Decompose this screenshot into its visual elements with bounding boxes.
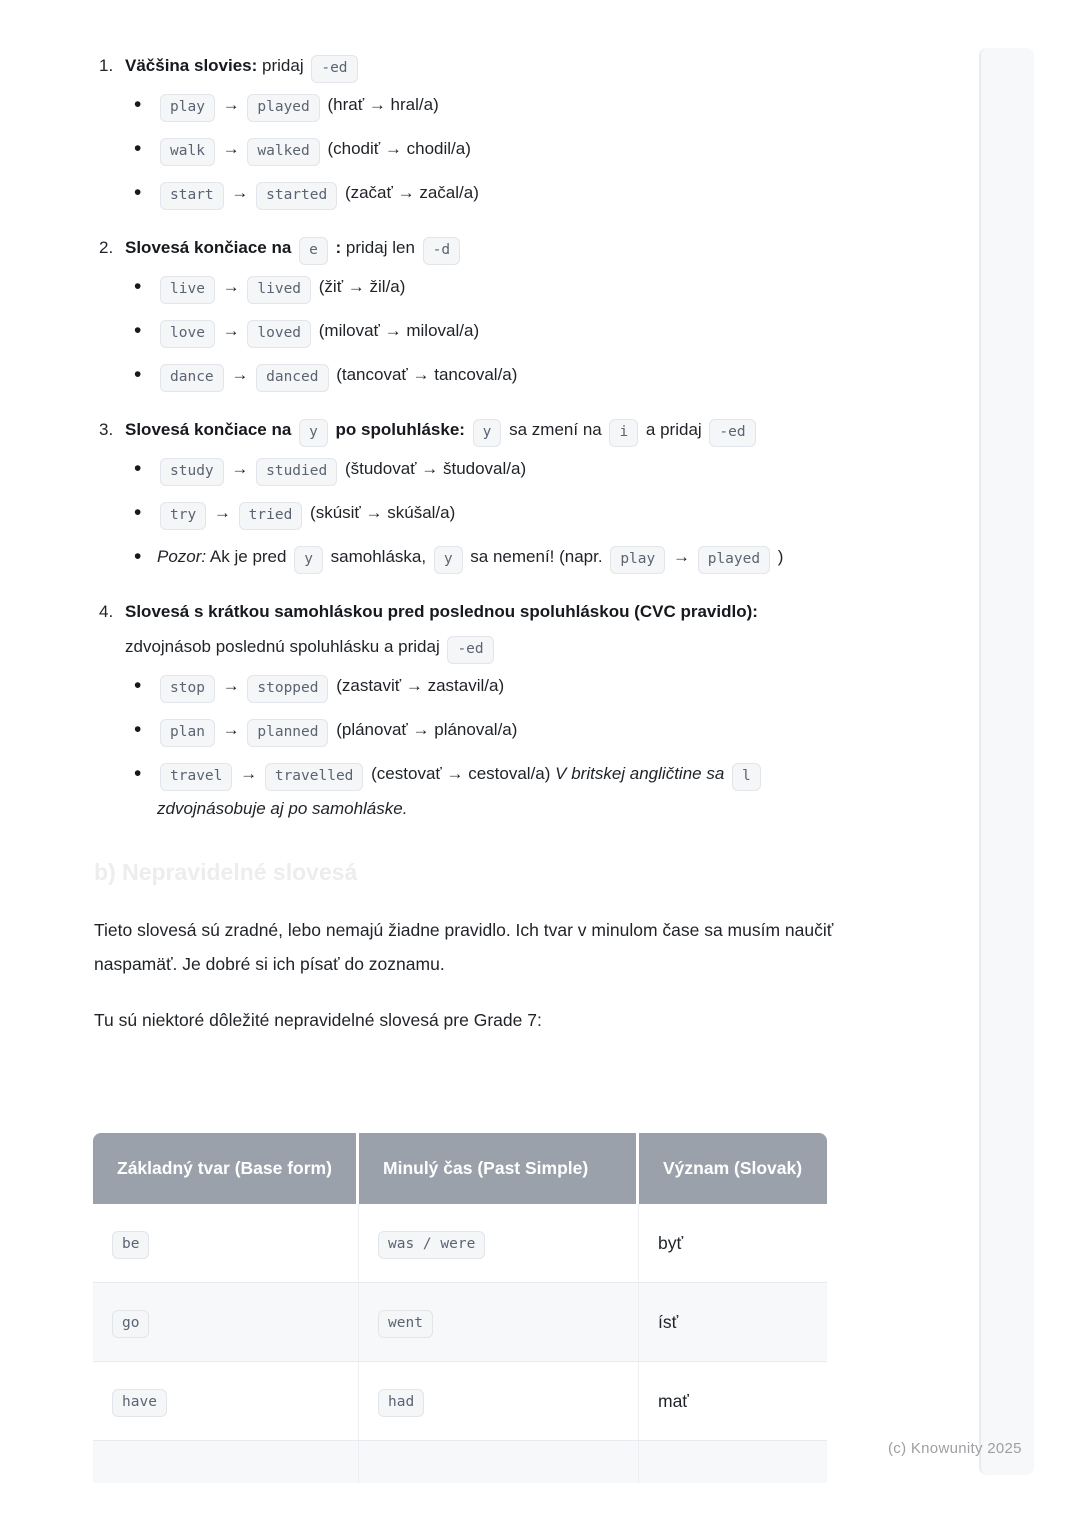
rule-header xyxy=(125,412,840,447)
irregular-verbs-table xyxy=(93,1133,827,1483)
code-chip: travelled xyxy=(265,763,364,791)
code-chip: l xyxy=(732,763,761,791)
rules-list xyxy=(99,48,840,835)
code-chip: play xyxy=(610,546,665,574)
table-cell xyxy=(93,1362,359,1441)
table-row xyxy=(93,1204,827,1283)
examples-list xyxy=(125,451,840,574)
code-chip: danced xyxy=(256,364,328,392)
code-chip: i xyxy=(609,419,638,447)
text-segment: (žiť → žil/a) xyxy=(314,277,406,297)
code-chip: loved xyxy=(247,320,311,348)
text-segment: samohláska, xyxy=(325,547,431,567)
italic-segment: Pozor: xyxy=(157,547,207,567)
code-chip: tried xyxy=(239,502,303,530)
table-header-row xyxy=(93,1133,827,1204)
code-chip: walked xyxy=(247,138,319,166)
text-segment xyxy=(291,238,296,257)
paragraph-table-lead: Tu sú niektoré dôležité nepravidelné slovesá pre Grade 7: xyxy=(94,1010,542,1031)
code-chip: -ed xyxy=(311,55,357,83)
rule-body xyxy=(125,48,840,219)
code-chip: try xyxy=(160,502,206,530)
code-chip: lived xyxy=(247,276,311,304)
code-chip: -d xyxy=(423,237,460,265)
table-cell xyxy=(359,1204,639,1283)
example-item xyxy=(125,131,840,166)
code-chip: stopped xyxy=(247,675,328,703)
rule-number: 1. xyxy=(99,56,114,75)
text-segment: zdvojnásob poslednú spoluhlásku a pridaj xyxy=(125,637,445,657)
text-segment: (milovať → miloval/a) xyxy=(314,321,480,341)
code-chip: dance xyxy=(160,364,224,392)
example-item xyxy=(125,756,840,826)
rule-number: 2. xyxy=(99,238,114,258)
text-segment: Ak je pred xyxy=(206,547,292,567)
rule-header xyxy=(125,48,840,83)
watermark: (c) Knowunity 2025 xyxy=(888,1440,1022,1457)
table-cell xyxy=(93,1441,359,1483)
table-header-cell: Minulý čas (Past Simple) xyxy=(359,1133,639,1204)
rule-item xyxy=(99,594,840,835)
code-chip: played xyxy=(247,94,319,122)
text-segment: → xyxy=(217,139,245,159)
code-chip: planned xyxy=(247,719,328,747)
bold-segment: Slovesá s krátkou samohláskou pred poslednou spoluhláskou (CVC pravidlo): xyxy=(125,602,758,622)
code-chip: had xyxy=(378,1389,424,1417)
bold-segment: : xyxy=(330,238,342,258)
code-chip: y xyxy=(434,546,463,574)
rule-body xyxy=(125,230,840,401)
text-segment: → xyxy=(217,676,245,696)
rule-item xyxy=(99,412,840,583)
table-cell xyxy=(359,1441,639,1483)
text-segment: → xyxy=(217,277,245,297)
table-cell: ísť xyxy=(639,1283,827,1362)
code-chip: was / were xyxy=(378,1231,485,1259)
examples-list xyxy=(125,269,840,392)
table-cell xyxy=(639,1441,827,1483)
example-item xyxy=(125,539,840,574)
examples-list xyxy=(125,668,840,826)
code-chip: be xyxy=(112,1231,149,1259)
text-segment: (hrať → hral/a) xyxy=(322,95,439,115)
table-header-cell: Základný tvar (Base form) xyxy=(93,1133,359,1204)
text-segment: pridaj len xyxy=(341,238,420,258)
section-heading: b) Nepravidelné slovesá xyxy=(94,859,358,886)
code-chip: stop xyxy=(160,675,215,703)
bold-segment: Slovesá končiace na xyxy=(125,238,292,258)
code-chip: travel xyxy=(160,763,232,791)
text-segment: → xyxy=(235,764,262,784)
code-chip: play xyxy=(160,94,215,122)
code-chip: studied xyxy=(256,458,337,486)
code-chip: played xyxy=(698,546,770,574)
code-chip: have xyxy=(112,1389,167,1417)
rule-number: 4. xyxy=(99,602,114,622)
code-chip: start xyxy=(160,182,224,210)
table-row-partial xyxy=(93,1441,827,1483)
text-segment: (zastaviť → zastavil/a) xyxy=(331,676,505,696)
text-segment: sa zmení na xyxy=(504,420,607,440)
examples-list xyxy=(125,87,840,210)
table-cell xyxy=(359,1283,639,1362)
text-segment: → xyxy=(226,183,254,203)
rule-body xyxy=(125,594,840,835)
table-cell: mať xyxy=(639,1362,827,1441)
text-segment: → xyxy=(226,365,254,385)
rule-number: 3. xyxy=(99,420,114,440)
code-chip: -ed xyxy=(709,419,755,447)
table-row xyxy=(93,1283,827,1362)
code-chip: y xyxy=(294,546,323,574)
rule-item xyxy=(99,48,840,219)
text-segment: → xyxy=(226,459,254,479)
example-item xyxy=(125,451,840,486)
example-item xyxy=(125,269,840,304)
table-row xyxy=(93,1362,827,1441)
text-segment: (skúsiť → skúšal/a) xyxy=(305,503,456,523)
table-cell xyxy=(93,1204,359,1283)
text-segment: a pridaj xyxy=(641,420,707,440)
text-segment: → xyxy=(668,547,695,567)
text-segment: (cestovať → cestoval/a) xyxy=(366,764,556,784)
bold-segment: Slovesá končiace na xyxy=(125,420,292,440)
text-segment: (tancovať → tancoval/a) xyxy=(331,365,518,385)
text-segment: (plánovať → plánoval/a) xyxy=(331,720,518,740)
code-chip: live xyxy=(160,276,215,304)
code-chip: y xyxy=(299,419,328,447)
text-segment: → xyxy=(217,95,245,115)
text-segment: pridaj xyxy=(257,56,309,75)
rule-item xyxy=(99,230,840,401)
text-segment: → xyxy=(209,503,236,523)
bold-segment: Väčšina slovies: xyxy=(125,56,258,75)
table-cell xyxy=(359,1362,639,1441)
bold-segment: po spoluhláske: xyxy=(330,420,465,440)
italic-segment: V britskej angličtine sa xyxy=(555,764,730,784)
paragraph-intro: Tieto slovesá sú zradné, lebo nemajú žiadne pravidlo. Ich tvar v minulom čase sa musím naučiť naspamäť. Je dobré si ich písať do zoznamu. xyxy=(94,920,834,975)
example-item xyxy=(125,87,840,122)
code-chip: go xyxy=(112,1310,149,1338)
table-cell xyxy=(93,1283,359,1362)
text-segment: (začať → začal/a) xyxy=(340,183,479,203)
irregular-verbs-table-wrapper xyxy=(93,1133,829,1483)
code-chip: love xyxy=(160,320,215,348)
example-item xyxy=(125,495,840,530)
text-segment: → xyxy=(217,720,245,740)
text-segment: sa nemení! (napr. xyxy=(465,547,608,567)
table-cell: byť xyxy=(639,1204,827,1283)
code-chip: study xyxy=(160,458,224,486)
rule-header xyxy=(125,594,840,664)
example-item xyxy=(125,313,840,348)
code-chip: started xyxy=(256,182,337,210)
example-item xyxy=(125,175,840,210)
italic-segment: zdvojnásobuje aj po samohláske. xyxy=(157,799,408,819)
text-segment xyxy=(291,420,296,439)
rule-header xyxy=(125,230,840,265)
text-segment: (chodiť → chodil/a) xyxy=(322,139,471,159)
rule-body xyxy=(125,412,840,583)
text-segment: (študovať → študoval/a) xyxy=(340,459,527,479)
text-segment: → xyxy=(217,321,245,341)
text-segment: ) xyxy=(773,547,784,567)
page-content xyxy=(94,48,840,1037)
example-item xyxy=(125,357,840,392)
table-body xyxy=(93,1204,827,1483)
example-item xyxy=(125,712,840,747)
text-segment xyxy=(465,420,470,439)
code-chip: y xyxy=(473,419,502,447)
code-chip: went xyxy=(378,1310,433,1338)
next-page-edge xyxy=(979,48,1034,1475)
code-chip: -ed xyxy=(447,636,493,664)
code-chip: e xyxy=(299,237,328,265)
code-chip: plan xyxy=(160,719,215,747)
table-header-cell: Význam (Slovak) xyxy=(639,1133,827,1204)
code-chip: walk xyxy=(160,138,215,166)
example-item xyxy=(125,668,840,703)
